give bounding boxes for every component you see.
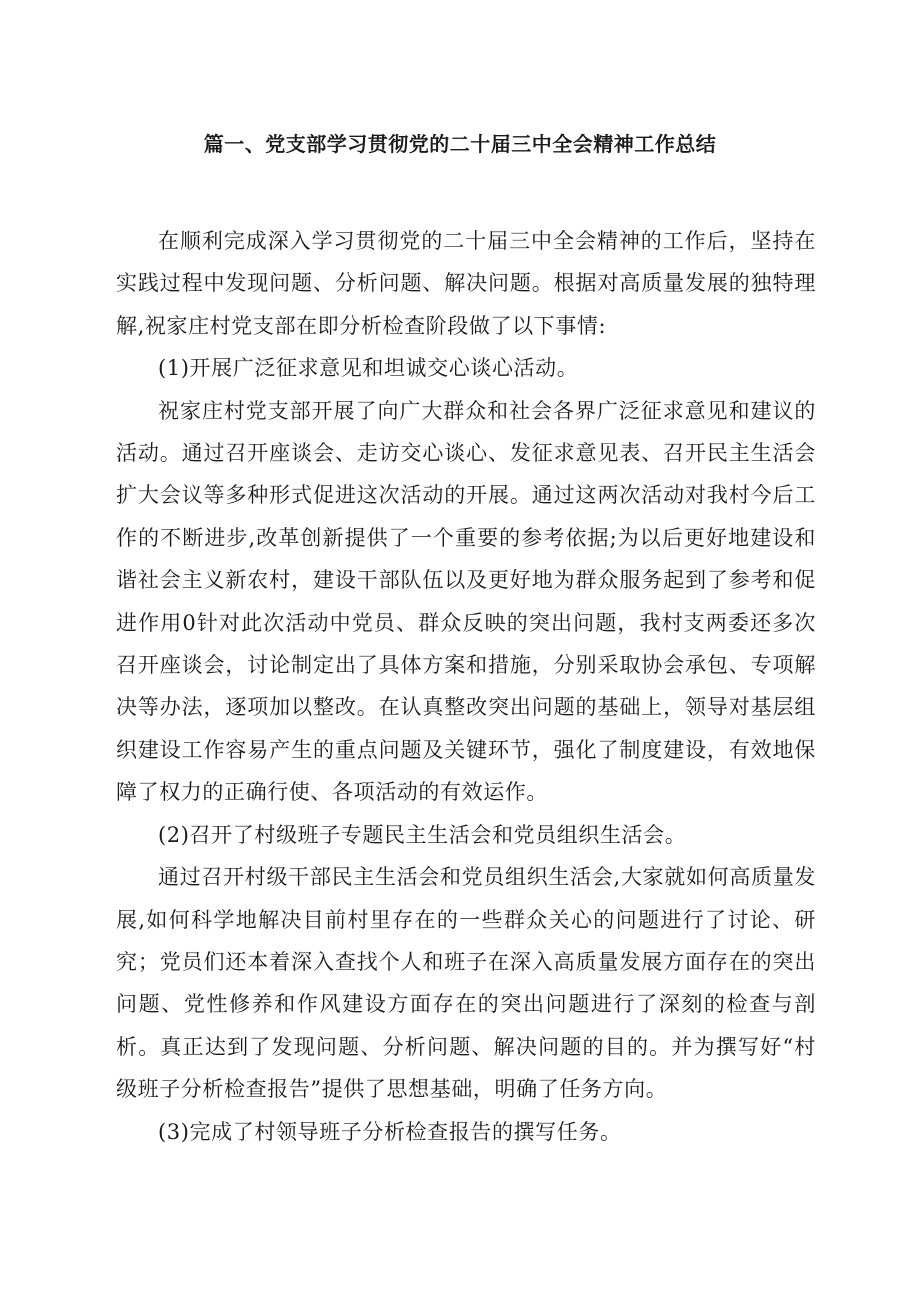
paragraph-section-2: 通过召开村级干部民主生活会和党员组织生活会,大家就如何高质量发展,如何科学地解决目前村里存在的一些群众关心的问题进行了讨论、研究；党员们还本着深入查找个人和班子在深入高质量发展方面存在的突出问题、党性修养和作风建设方面存在的突出问题进行了深刻的检查与剖析。真正达到了发现问题、分析问题、解决问题的目的。并为撰写好“村级班子分析检查报告”提供了思想基础，明确了任务方向。: [116, 865, 816, 1102]
section-heading-2: (2)召开了村级班子专题民主生活会和党员组织生活会。: [158, 822, 687, 847]
document-title: 篇一、党支部学习贯彻党的二十届三中全会精神工作总结: [203, 132, 717, 156]
section-heading-3: (3)完成了村领导班子分析检查报告的撰写任务。: [158, 1119, 622, 1144]
paragraph-section-1: 祝家庄村党支部开展了向广大群众和社会各界广泛征求意见和建议的活动。通过召开座谈会、走访交心谈心、发征求意见表、召开民主生活会扩大会议等多种形式促进这次活动的开展。通过这两次活动对我村今后工作的不断进步,改革创新提供了一个重要的参考依据;为以后更好地建设和谐社会主义新农村，建设干部队伍以及更好地为群众服务起到了参考和促进作用0针对此次活动中党员、群众反映的突出问题，我村支两委还多次召开座谈会，讨论制定出了具体方案和措施，分别采取协会承包、专项解决等办法，逐项加以整改。在认真整改突出问题的基础上，领导对基层组织建设工作容易产生的重点问题及关键环节，强化了制度建设，有效地保障了权力的正确行使、各项活动的有效运作。: [116, 398, 816, 805]
document-body: [116, 220, 816, 1153]
section-heading-1: (1)开展广泛征求意见和坦诚交心谈心活动。: [158, 356, 579, 381]
paragraph-intro: 在顺利完成深入学习贯彻党的二十届三中全会精神的工作后，坚持在实践过程中发现问题、分析问题、解决问题。根据对高质量发展的独特理解,祝家庄村党支部在即分析检查阶段做了以下事情:: [116, 229, 816, 338]
